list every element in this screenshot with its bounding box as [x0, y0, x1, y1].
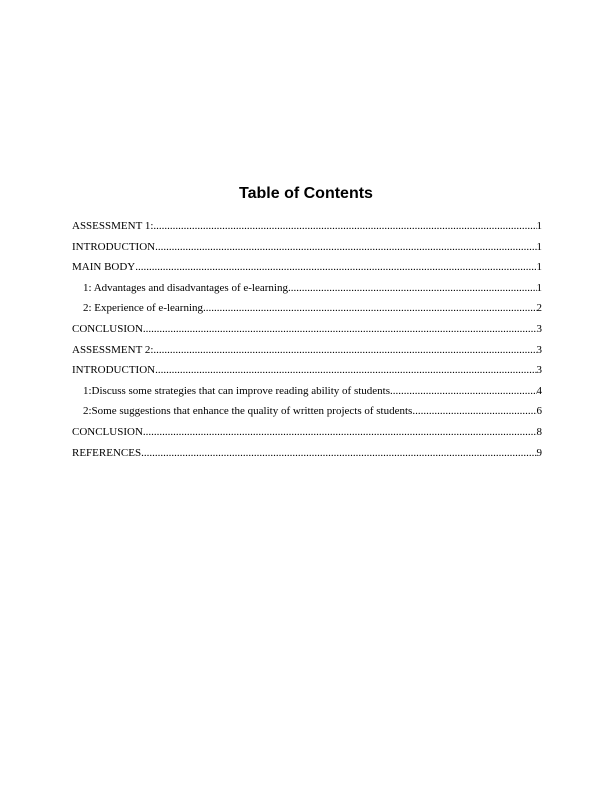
- toc-dot-leader: [155, 363, 536, 377]
- toc-entry-main-body[interactable]: [72, 260, 542, 281]
- toc-dot-leader: [153, 219, 536, 233]
- toc-entry-label: CONCLUSION: [72, 425, 143, 438]
- toc-dot-leader: [203, 301, 536, 315]
- toc-list: [72, 219, 542, 466]
- toc-title: Table of Contents: [239, 185, 373, 202]
- toc-page-number: 1: [536, 281, 542, 294]
- toc-dot-leader: [141, 446, 536, 460]
- toc-page-number: 1: [536, 261, 542, 274]
- toc-entry-label: MAIN BODY: [72, 261, 136, 274]
- toc-entry-label: 2:Some suggestions that enhance the quality of written projects of students: [83, 405, 413, 418]
- toc-entry-conclusion[interactable]: [72, 322, 542, 343]
- toc-entry-label: ASSESSMENT 1:: [72, 220, 154, 232]
- toc-entry-label: 1: Advantages and disadvantages of e-learning: [83, 281, 288, 294]
- toc-entry-label: 1:Discuss some strategies that can improve reading ability of students: [83, 384, 391, 397]
- toc-page-number: 2: [536, 302, 542, 315]
- toc-page-number: 1: [536, 220, 542, 232]
- toc-page-number: 8: [536, 425, 542, 438]
- toc-entry-label: ASSESSMENT 2:: [72, 343, 154, 356]
- toc-entry-advantages-disadvantages[interactable]: [72, 281, 542, 302]
- toc-entry-label: CONCLUSION: [72, 322, 143, 335]
- toc-page-number: 4: [536, 384, 542, 397]
- toc-dot-leader: [155, 240, 536, 254]
- toc-dot-leader: [135, 260, 536, 274]
- toc-dot-leader: [143, 322, 537, 336]
- toc-dot-leader: [143, 425, 537, 439]
- toc-dot-leader: [288, 281, 537, 295]
- toc-page-number: 3: [536, 364, 542, 377]
- toc-page-number: 3: [536, 343, 542, 356]
- toc-entry-introduction[interactable]: [72, 240, 542, 261]
- toc-page-number: 9: [536, 446, 542, 459]
- toc-entry-label: INTRODUCTION: [72, 364, 156, 377]
- toc-entry-assessment-2[interactable]: [72, 343, 542, 364]
- toc-entry-reading-strategies[interactable]: [72, 384, 542, 405]
- toc-page-number: 1: [536, 240, 542, 253]
- toc-page-number: 3: [536, 322, 542, 335]
- toc-entry-experience[interactable]: [72, 301, 542, 322]
- toc-entry-written-projects[interactable]: [72, 404, 542, 425]
- toc-page-number: 6: [536, 405, 542, 418]
- toc-entry-label: 2: Experience of e-learning: [83, 302, 204, 315]
- toc-entry-label: INTRODUCTION: [72, 240, 156, 253]
- toc-entry-conclusion-2[interactable]: [72, 425, 542, 446]
- toc-entry-introduction-2[interactable]: [72, 363, 542, 384]
- toc-dot-leader: [412, 404, 536, 418]
- toc-dot-leader: [153, 343, 536, 357]
- toc-entry-references[interactable]: [72, 446, 542, 467]
- toc-dot-leader: [390, 384, 536, 398]
- toc-entry-assessment-1[interactable]: [72, 219, 542, 240]
- toc-entry-label: REFERENCES: [72, 446, 142, 459]
